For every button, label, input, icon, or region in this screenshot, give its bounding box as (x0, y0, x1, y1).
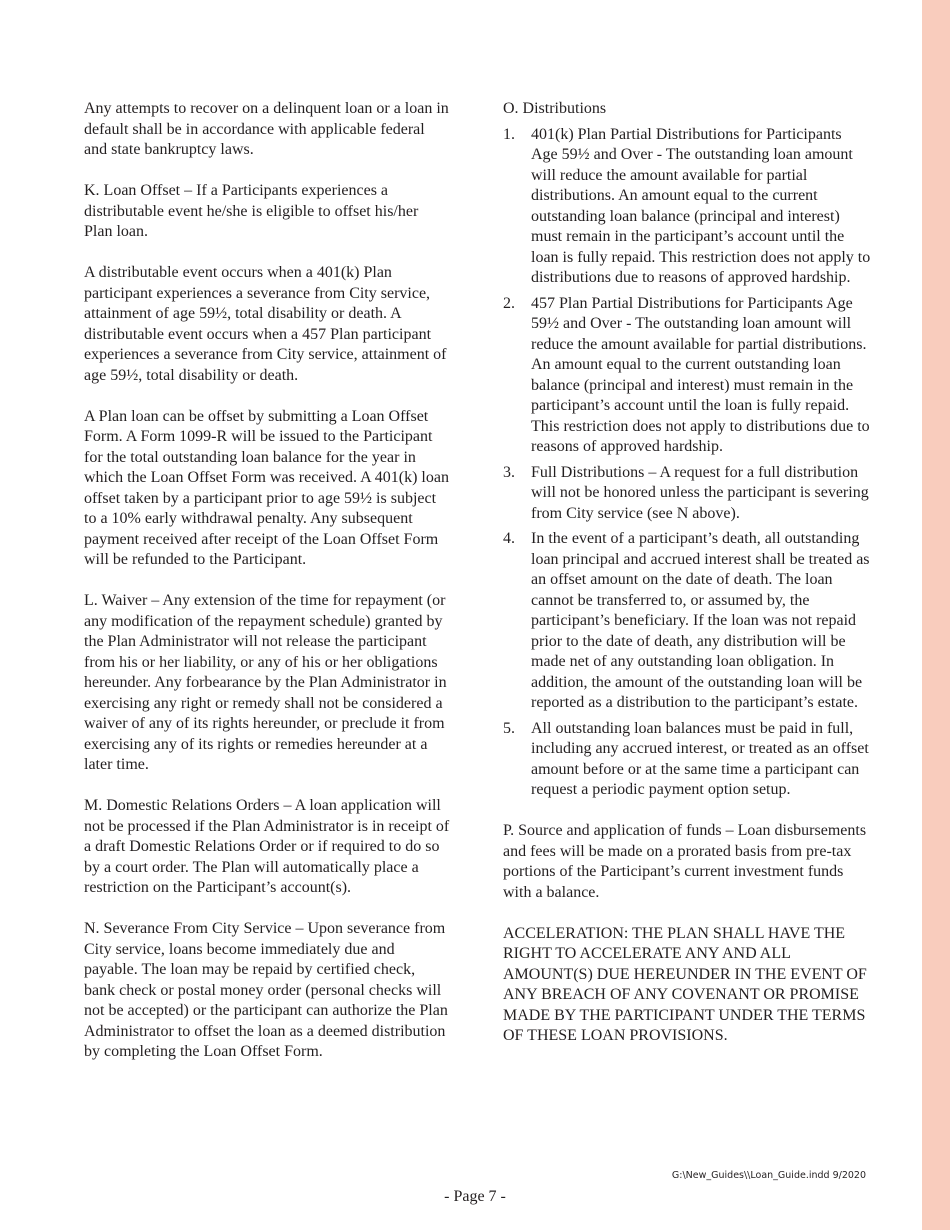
paragraph-severance: N. Severance From City Service – Upon severance from City service, loans become immediately due and payable. The loan may be repaid by certified check, bank check or postal money order (personal checks will not be accepted) or the participant can authorize the Plan Administrator to offset the loan as a deemed distribution by completing the Loan Offset Form. (84, 920, 448, 1060)
distributions-list (503, 125, 871, 801)
list-item-number: 5. (503, 719, 515, 737)
list-item-text: In the event of a participant’s death, all outstanding loan principal and accrued interest shall be treated as an offset amount on the date of death. The loan cannot be transferred to, or assumed by, the participant’s beneficiary. If the loan was not repaid prior to the date of death, any distribution will be made net of any outstanding loan obligation. In addition, the amount of the outstanding loan will be reported as a distribution to the participant’s estate. (531, 530, 870, 711)
list-item (503, 719, 871, 801)
list-item-text: 401(k) Plan Partial Distributions for Participants Age 59½ and Over - The outstanding loan amount will reduce the amount available for partial distributions. An amount equal to the current outstanding loan balance (principal and interest) must remain in the participant’s account until the loan is fully repaid. This restriction does not apply to distributions due to reasons of approved hardship. (531, 125, 871, 286)
left-column (84, 99, 450, 1083)
list-item-number: 4. (503, 530, 515, 547)
right-column (503, 99, 871, 1067)
list-item-text: 457 Plan Partial Distributions for Participants Age 59½ and Over - The outstanding loan amount will reduce the amount available for partial distributions. An amount equal to the current outstanding loan balance (principal and interest) must remain in the participant’s account until the loan is fully repaid. This restriction does not apply to distributions due to reasons of approved hardship. (531, 294, 870, 455)
paragraph-domestic-relations: M. Domestic Relations Orders – A loan application will not be processed if the Plan Administrator is in receipt of a draft Domestic Relations Order or if required to do so by a court order. The Plan will automatically place a restriction on the Participant’s account(s). (84, 797, 450, 896)
list-item-text: All outstanding loan balances must be paid in full, including any accrued interest, or treated as an offset amount before or at the same time a participant can request a periodic payment option setup. (531, 719, 869, 798)
list-item-number: 2. (503, 294, 515, 312)
paragraph-distributable-event: A distributable event occurs when a 401(k) Plan participant experiences a severance from City service, attainment of age 59½, total disability or death. A distributable event occurs when a 457 Plan participant experiences a severance from City service, attainment of age 59½, total disability or death. (84, 264, 447, 384)
paragraph-source-of-funds: P. Source and application of funds – Loan disbursements and fees will be made on a prorated basis from pre-tax portions of the Participant’s current investment funds with a balance. (503, 822, 867, 901)
side-color-band (922, 0, 950, 1230)
list-item (503, 294, 871, 458)
list-item (503, 463, 871, 525)
list-item (503, 529, 871, 714)
list-item-text: Full Distributions – A request for a full distribution will not be honored unless the participant is severing from City service (see N above). (531, 463, 869, 522)
section-heading-distributions: O. Distributions (503, 100, 607, 117)
paragraph-loan-offset: K. Loan Offset – If a Participants experiences a distributable event he/she is eligible to offset his/her Plan loan. (84, 182, 419, 240)
page-number: - Page 7 - (444, 1188, 506, 1205)
list-item-number: 1. (503, 125, 515, 143)
list-item (503, 125, 871, 289)
paragraph-acceleration: ACCELERATION: THE PLAN SHALL HAVE THE RIGHT TO ACCELERATE ANY AND ALL AMOUNT(S) DUE HEREUNDER IN THE EVENT OF ANY BREACH OF ANY COVENANT OR PROMISE MADE BY THE PARTICIPANT UNDER THE TERMS OF THESE LOAN PROVISIONS. (503, 924, 867, 1044)
paragraph-offset-form: A Plan loan can be offset by submitting a Loan Offset Form. A Form 1099-R will be issued to the Participant for the total outstanding loan balance for the year in which the Loan Offset Form was received. A 401(k) loan offset taken by a participant prior to age 59½ is subject to a 10% early withdrawal penalty. Any subsequent payment received after receipt of the Loan Offset Form will be refunded to the Participant. (84, 407, 449, 568)
paragraph-waiver: L. Waiver – Any extension of the time for repayment (or any modification of the repayment schedule) granted by the Plan Administrator will not release the participant from his or her liability, or any of his or her obligations hereunder. Any forbearance by the Plan Administrator in exercising any right or remedy shall not be considered a waiver of any of its rights hereunder, or preclude it from exercising any of its rights or remedies hereunder at a later time. (84, 592, 447, 773)
paragraph-bankruptcy: Any attempts to recover on a delinquent loan or a loan in default shall be in accordance with applicable federal and state bankruptcy laws. (84, 100, 449, 158)
list-item-number: 3. (503, 463, 515, 481)
footer-file-path: G:\New_Guides\\Loan_Guide.indd 9/2020 (671, 1170, 866, 1181)
